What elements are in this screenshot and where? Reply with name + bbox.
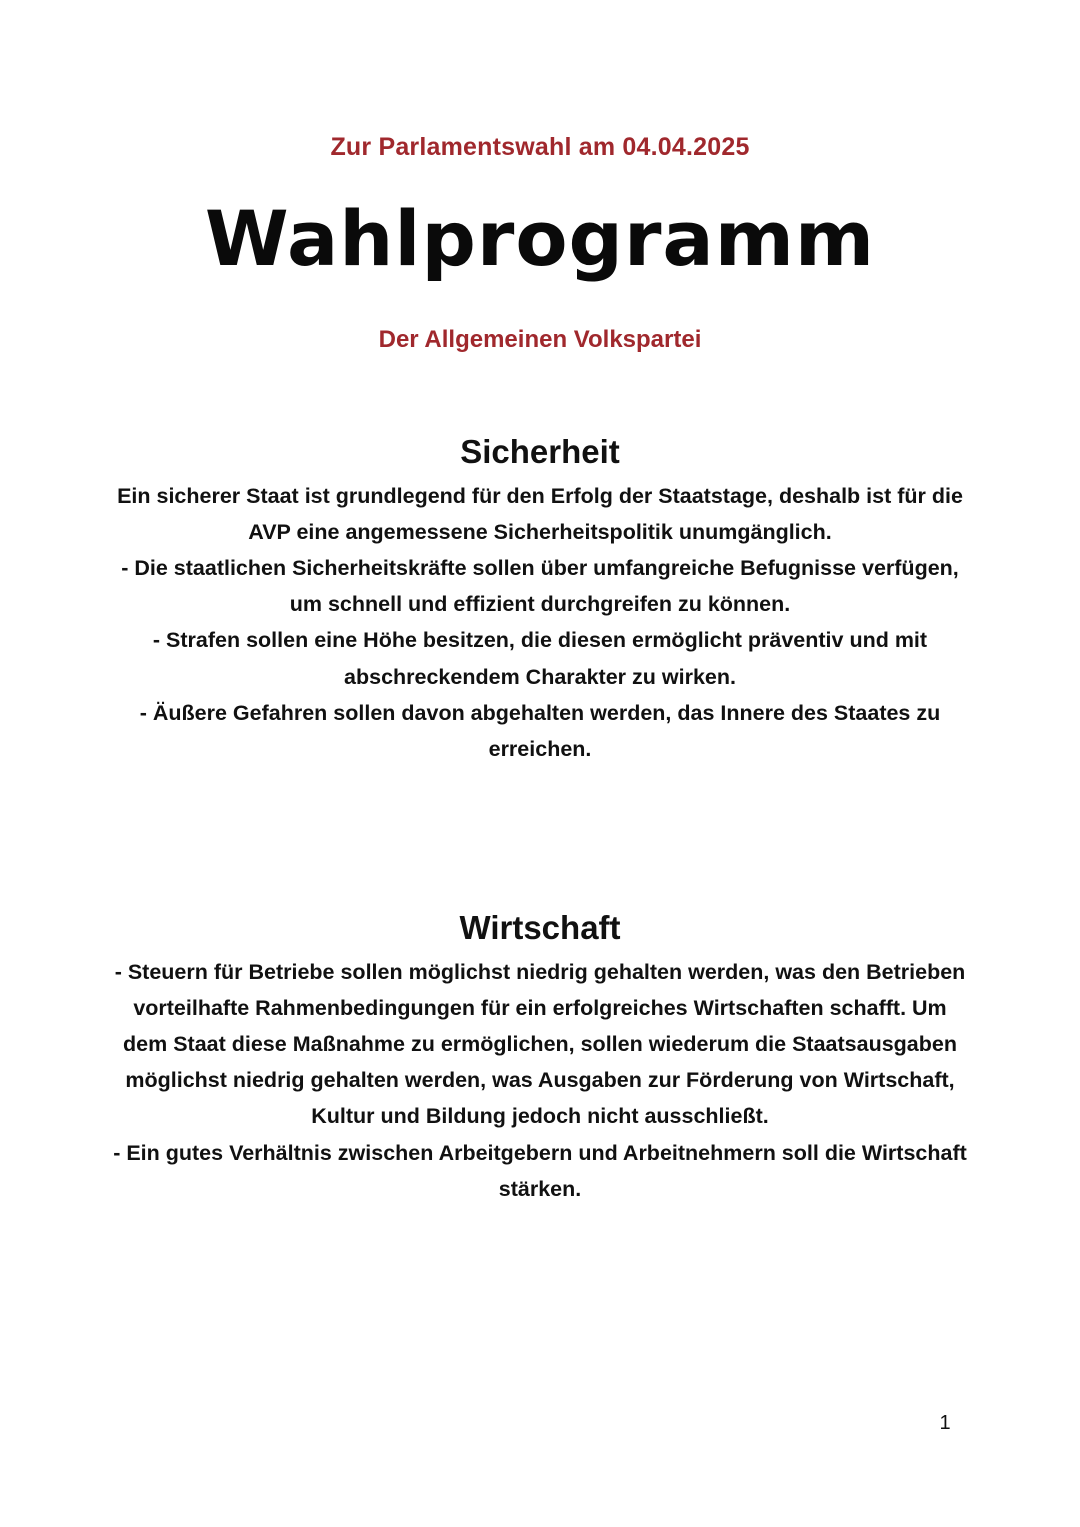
section-heading: Sicherheit <box>460 433 620 470</box>
election-date-line: Zur Parlamentswahl am 04.04.2025 <box>330 133 750 161</box>
bullet-item: - Strafen sollen eine Höhe besitzen, die diesen ermöglicht präventiv und mit abschreckendem Charakter zu wirken. <box>152 628 928 689</box>
bullet-item: - Ein gutes Verhältnis zwischen Arbeitgebern und Arbeitnehmern soll die Wirtschaft stärken. <box>113 1140 967 1201</box>
section-body <box>110 954 970 1207</box>
bullet-item: - Steuern für Betriebe sollen möglichst niedrig gehalten werden, was den Betrieben vorteilhafte Rahmenbedingungen für ein erfolgreiches Wirtschaften schafft. Um dem Staat diese Maßnahme zu ermöglichen, sollen wiederum die Staatsausgaben möglichst niedrig gehalten werden, was Ausgaben zur Förderung von Wirtschaft, Kultur und Bildung jedoch nicht ausschließt. <box>114 959 966 1129</box>
section-body <box>110 478 970 768</box>
bullet-item: - Äußere Gefahren sollen davon abgehalten werden, das Innere des Staates zu erreichen. <box>139 700 941 762</box>
paragraph-intro: Ein sicherer Staat ist grundlegend für den Erfolg der Staatstage, deshalb ist für die AVP eine angemessene Sicherheitspolitik unumgänglich. <box>117 483 963 544</box>
page-number: 1 <box>939 1412 951 1434</box>
section-wirtschaft <box>110 908 970 1207</box>
section-heading: Wirtschaft <box>459 909 621 946</box>
section-sicherheit <box>110 432 970 767</box>
page-title: Wahlprogramm <box>204 194 876 283</box>
bullet-item: - Die staatlichen Sicherheitskräfte sollen über umfangreiche Befugnisse verfügen, um schnell und effizient durchgreifen zu können. <box>121 556 959 617</box>
party-name-line: Der Allgemeinen Volkspartei <box>378 326 702 353</box>
